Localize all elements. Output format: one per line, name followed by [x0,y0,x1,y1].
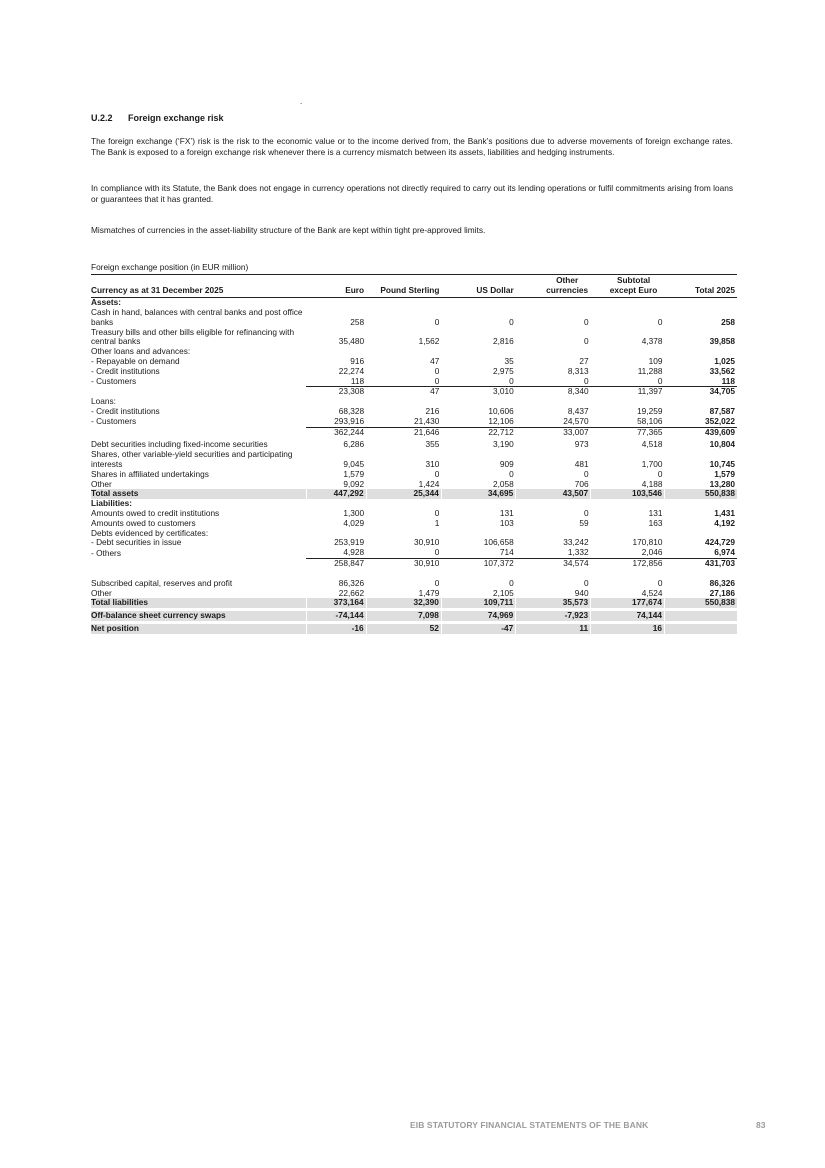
section-number: U.2.2 [91,113,113,123]
cell-other-currencies: 0 [584,316,589,327]
cell-euro: 118 [306,377,366,387]
cell-total-2025: 10,804 [709,439,735,450]
cell-subtotal-except-euro: 11,397 [637,386,663,397]
cell-pound-sterling: 47 [430,386,440,397]
cell-pound-sterling: 0 [434,507,440,518]
row-label: Total liabilities [91,598,306,608]
row-label: - Customers [91,416,137,427]
cell-subtotal-except-euro: 0 [591,377,665,387]
cell-euro: 916 [350,355,365,366]
cell-euro: -16 [306,624,366,634]
cell-total-2025: 4,192 [714,517,735,528]
cell-euro: 9,092 [343,478,365,489]
cell-total-2025: 352,022 [664,417,737,427]
cell-total-2025: 87,587 [709,405,735,416]
cell-euro: 253,919 [334,537,365,548]
header-euro: Euro [345,284,365,295]
cell-total-2025: 39,858 [709,336,735,347]
cell-us-dollar: 2,975 [492,365,514,376]
row-label: Total assets [91,489,306,499]
cell-total-2025: 439,609 [705,426,735,437]
cell-total-2025: 258 [721,316,735,327]
table-row [91,387,737,397]
cell-us-dollar: 74,969 [441,611,515,621]
cell-other-currencies: 0 [516,377,591,387]
cell-subtotal-except-euro: 170,810 [632,537,663,548]
cell-us-dollar: -47 [441,624,515,634]
header-us-dollar: US Dollar [476,284,514,295]
row-label: - Customers [91,376,137,387]
cell-us-dollar: 3,190 [492,439,514,450]
cell-other-currencies: 8,313 [567,365,589,376]
cell-total-2025: 424,729 [705,537,735,548]
cell-other-currencies: 33,242 [563,537,589,548]
row-label: Shares, other variable-yield securities and participating interests [91,449,293,469]
cell-us-dollar: 0 [509,468,514,479]
table-row [91,598,737,608]
cell-us-dollar: 3,010 [492,386,514,397]
table-row [91,548,737,558]
cell-pound-sterling: 32,390 [366,598,441,608]
row-label: - Credit institutions [91,365,160,376]
cell-euro: 22,662 [338,587,365,598]
cell-other-currencies: 33,007 [563,426,589,437]
cell-us-dollar: 0 [441,377,515,387]
table-header-row [91,276,737,298]
cell-subtotal-except-euro: 0 [657,577,663,588]
table-row [91,624,737,634]
table-row [91,558,737,568]
cell-other-currencies: 481 [574,458,589,469]
cell-total-2025: 550,838 [664,489,737,499]
cell-subtotal-except-euro: 19,259 [637,405,663,416]
cell-us-dollar: 12,106 [441,417,515,427]
cell-subtotal-except-euro: 16 [591,624,665,634]
cell-total-2025: 33,562 [709,365,735,376]
cell-us-dollar: 0 [509,577,514,588]
cell-pound-sterling: 47 [430,355,440,366]
cell-us-dollar: 0 [509,316,514,327]
footer-title: EIB STATUTORY FINANCIAL STATEMENTS OF THE BANK [410,1120,649,1130]
row-label: Subscribed capital, reserves and profit [91,577,233,588]
cell-us-dollar: 2,105 [492,587,514,598]
cell-euro: 4,029 [343,517,365,528]
cell-other-currencies: 706 [574,478,589,489]
cell-other-currencies: 940 [574,587,589,598]
cell-other-currencies: 11 [516,624,591,634]
cell-other-currencies: -7,923 [516,611,591,621]
cell-pound-sterling: 0 [434,316,440,327]
row-label: Treasury bills and other bills eligible for refinancing with central banks [91,326,295,347]
cell-total-2025: 6,974 [664,548,737,558]
cell-subtotal-except-euro: 177,674 [591,598,665,608]
paragraph-mismatch-limits: Mismatches of currencies in the asset-liability structure of the Bank are kept within tight pre-approved limits. [91,225,486,235]
cell-us-dollar: 34,695 [441,489,515,499]
cell-total-2025: 1,025 [714,355,735,366]
cell-total-2025: 118 [664,377,737,387]
row-label: Cash in hand, balances with central banks and post office banks [91,306,303,327]
cell-euro: 362,244 [334,426,365,437]
cell-other-currencies: 59 [579,517,589,528]
cell-other-currencies: 34,574 [563,557,589,568]
cell-total-2025: 27,186 [709,587,735,598]
cell-us-dollar: 22,712 [488,426,514,437]
cell-us-dollar: 103 [499,517,514,528]
cell-euro: 258,847 [334,557,365,568]
cell-euro: 9,045 [343,458,365,469]
row-label: Shares in affiliated undertakings [91,468,209,479]
row-label: Other [91,478,112,489]
cell-total-2025: 34,705 [709,386,735,397]
cell-subtotal-except-euro: 58,106 [591,417,665,427]
cell-us-dollar: 109,711 [441,598,515,608]
cell-other-currencies: 0 [584,507,589,518]
header-pound-sterling: Pound Sterling [380,284,440,295]
row-label: - Credit institutions [91,405,160,416]
cell-other-currencies: 8,437 [567,405,589,416]
table-row [91,427,737,437]
cell-other-currencies [516,499,591,509]
cell-pound-sterling: 1,424 [418,478,440,489]
cell-other-currencies: 43,507 [516,489,591,499]
cell-pound-sterling: 310 [425,458,440,469]
table-caption: Foreign exchange position (in EUR million) [91,262,249,272]
table-row [91,538,737,548]
cell-euro: 35,480 [338,336,365,347]
cell-us-dollar: 35 [504,355,514,366]
cell-other-currencies: 0 [584,577,589,588]
cell-other-currencies: 35,573 [516,598,591,608]
section-heading [91,113,224,123]
row-label: Net position [91,624,306,634]
cell-subtotal-except-euro [591,298,665,308]
cell-pound-sterling: 0 [366,548,441,558]
row-label: Debt securities including fixed-income securities [91,439,268,450]
cell-total-2025: 550,838 [664,598,737,608]
cell-pound-sterling: 52 [366,624,441,634]
cell-pound-sterling: 0 [434,577,440,588]
cell-total-2025: 431,703 [705,557,735,568]
cell-pound-sterling: 30,910 [414,537,440,548]
cell-euro: 22,274 [338,365,365,376]
fx-position-table [91,276,737,634]
row-label: Other loans and advances: [91,346,191,357]
header-other-currencies: Other currencies [546,275,589,295]
header-currency: Currency as at 31 December 2025 [91,284,224,295]
cell-pound-sterling: 355 [425,439,440,450]
cell-pound-sterling: 30,910 [414,557,440,568]
cell-us-dollar: 10,606 [488,405,514,416]
cell-total-2025: 13,280 [709,478,735,489]
cell-subtotal-except-euro: 172,856 [632,557,663,568]
cell-pound-sterling: 1 [434,517,440,528]
cell-us-dollar: 131 [499,507,514,518]
row-label: Debts evidenced by certificates: [91,527,209,538]
table-row [91,367,737,377]
cell-pound-sterling: 21,430 [366,417,441,427]
table-row [91,579,737,589]
cell-other-currencies [516,298,591,308]
table-row [91,328,737,348]
cell-other-currencies: 8,340 [567,386,589,397]
cell-euro [306,298,366,308]
cell-subtotal-except-euro: 131 [648,507,663,518]
page-number: 83 [756,1120,766,1130]
cell-us-dollar: 909 [499,458,514,469]
cell-other-currencies: 973 [574,439,589,450]
stray-dot: . [300,97,303,106]
cell-total-2025: 10,745 [709,458,735,469]
cell-euro: 293,916 [306,417,366,427]
cell-euro: 258 [350,316,365,327]
cell-subtotal-except-euro: 1,700 [641,458,663,469]
row-label: Assets: [91,297,121,308]
cell-euro: 4,928 [306,548,366,558]
cell-us-dollar: 714 [441,548,515,558]
cell-pound-sterling: 0 [434,365,440,376]
cell-subtotal-except-euro: 4,188 [641,478,663,489]
table-row [91,308,737,328]
cell-total-2025 [664,624,737,634]
cell-us-dollar: 106,658 [483,537,514,548]
cell-euro: 1,300 [343,507,365,518]
cell-pound-sterling: 25,344 [366,489,441,499]
cell-pound-sterling: 1,562 [418,336,440,347]
cell-pound-sterling: 21,646 [414,426,440,437]
cell-pound-sterling: 1,479 [418,587,440,598]
cell-pound-sterling: 0 [366,377,441,387]
row-label [91,387,306,397]
cell-subtotal-except-euro: 109 [648,355,663,366]
cell-other-currencies: 0 [584,468,589,479]
table-row [91,611,737,621]
cell-pound-sterling [366,298,441,308]
cell-us-dollar: 2,058 [492,478,514,489]
cell-subtotal-except-euro: 4,518 [641,439,663,450]
cell-other-currencies: 1,332 [516,548,591,558]
row-label: - Debt securities in issue [91,537,182,548]
cell-euro: 373,164 [306,598,366,608]
cell-total-2025 [664,298,737,308]
row-label [91,427,306,437]
row-label: Loans: [91,396,116,407]
table-row [91,489,737,499]
cell-other-currencies: 0 [584,336,589,347]
cell-subtotal-except-euro: 4,378 [641,336,663,347]
row-label: - Repayable on demand [91,355,180,366]
cell-subtotal-except-euro: 11,288 [637,365,663,376]
row-label: Amounts owed to credit institutions [91,507,220,518]
row-label: Liabilities: [91,498,133,509]
cell-other-currencies: 24,570 [516,417,591,427]
paragraph-statute-compliance: In compliance with its Statute, the Bank does not engage in currency operations not directly required to carry out its lending operations or fulfil commitments arising from loans or guarantees that it has granted. [91,183,733,205]
cell-total-2025 [664,611,737,621]
cell-subtotal-except-euro: 103,546 [591,489,665,499]
table-row [91,377,737,387]
header-subtotal-except-euro: Subtotal except Euro [609,275,658,295]
cell-pound-sterling [366,499,441,509]
cell-euro: -74,144 [306,611,366,621]
cell-total-2025: 1,431 [714,507,735,518]
cell-subtotal-except-euro: 0 [657,316,663,327]
row-label: Other [91,587,112,598]
row-label: - Others [91,547,121,558]
cell-other-currencies: 27 [579,355,589,366]
cell-euro: 447,292 [306,489,366,499]
cell-euro: 6,286 [343,439,365,450]
cell-subtotal-except-euro: 0 [657,468,663,479]
table-row [91,417,737,427]
cell-us-dollar: 2,816 [492,336,514,347]
row-label: Off-balance sheet currency swaps [91,611,306,621]
cell-pound-sterling: 216 [425,405,440,416]
cell-euro: 86,326 [338,577,365,588]
cell-subtotal-except-euro: 4,524 [641,587,663,598]
cell-subtotal-except-euro: 74,144 [591,611,665,621]
cell-subtotal-except-euro: 77,365 [637,426,663,437]
cell-euro: 23,308 [338,386,365,397]
cell-pound-sterling: 0 [434,468,440,479]
paragraph-fx-definition: The foreign exchange (‘FX’) risk is the risk to the economic value or to the income derived from, the Bank’s positions due to adverse movements of foreign exchange rates. The Bank is exposed to a foreign exchange risk whenever there is a currency mismatch between its assets, liabilities and hedging instruments. [91,136,733,158]
section-title: Foreign exchange risk [128,113,224,123]
cell-total-2025: 86,326 [709,577,735,588]
header-total-2025: Total 2025 [695,284,735,295]
cell-us-dollar: 107,372 [483,557,514,568]
cell-euro: 1,579 [343,468,365,479]
row-label [91,558,306,568]
row-label: Amounts owed to customers [91,517,196,528]
table-row [91,347,737,357]
cell-pound-sterling: 7,098 [366,611,441,621]
table-row [91,450,737,470]
cell-subtotal-except-euro: 2,046 [591,548,665,558]
cell-euro: 68,328 [338,405,365,416]
table-row [91,470,737,480]
cell-us-dollar [441,298,515,308]
cell-subtotal-except-euro: 163 [648,517,663,528]
cell-total-2025: 1,579 [714,468,735,479]
